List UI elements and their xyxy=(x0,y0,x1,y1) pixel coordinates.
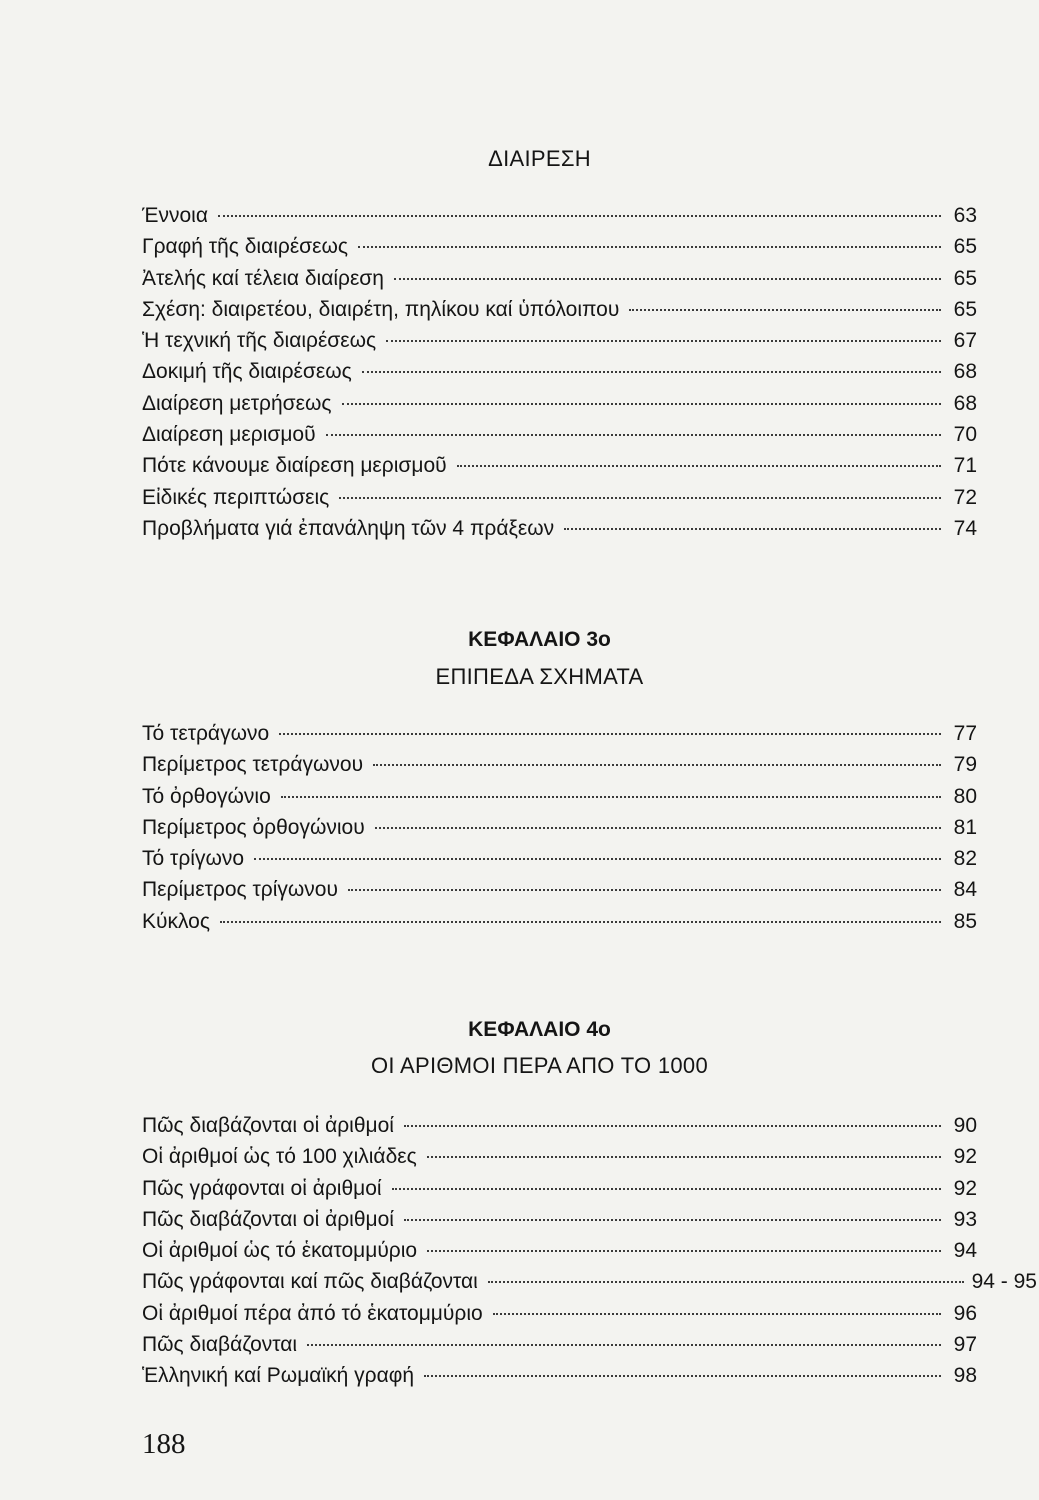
dot-leader xyxy=(427,1156,941,1158)
toc-entry-page: 98 xyxy=(953,1364,977,1388)
toc-entry xyxy=(142,847,977,878)
toc-entry-label: Τό τετράγωνο xyxy=(142,722,270,745)
toc-entry-label: Προβλήματα γιά ἐπανάληψη τῶν 4 πράξεων xyxy=(142,516,555,540)
toc-entry xyxy=(142,816,977,847)
toc-entry-label: Ἑλληνική καί Ρωμαϊκή γραφή xyxy=(142,1364,415,1388)
toc-entry-page: 94 xyxy=(953,1239,977,1263)
toc-entry-page: 77 xyxy=(953,722,977,745)
toc-entry xyxy=(142,298,977,329)
toc-entry-page: 79 xyxy=(953,753,977,777)
dot-leader xyxy=(220,921,941,923)
dot-leader xyxy=(427,1250,941,1252)
toc-entry xyxy=(142,1270,1037,1301)
dot-leader xyxy=(348,889,941,891)
toc-entry-page: 92 xyxy=(953,1145,977,1169)
toc-entry-page: 65 xyxy=(953,235,977,259)
section-title-numbers-beyond-1000: ΟΙ ΑΡΙΘΜΟΙ ΠΕΡΑ ΑΠΟ ΤΟ 1000 xyxy=(370,1053,708,1078)
toc-entry xyxy=(142,329,977,360)
dot-leader xyxy=(392,1188,941,1190)
toc-entry xyxy=(142,360,977,391)
toc-entry-page: 68 xyxy=(953,391,977,415)
toc-entry xyxy=(142,267,977,298)
toc-entry-label: Κύκλος xyxy=(142,909,210,933)
toc-entry-page: 90 xyxy=(953,1114,977,1137)
toc-entry-page: 71 xyxy=(953,454,977,478)
dot-leader xyxy=(424,1375,941,1377)
dot-leader xyxy=(488,1281,964,1283)
toc-entry-page: 80 xyxy=(953,784,977,808)
toc-entry-page: 82 xyxy=(953,847,977,871)
section-title-division: ΔΙΑΙΡΕΣΗ xyxy=(488,146,591,171)
dot-leader xyxy=(564,528,941,530)
toc-entry xyxy=(142,1302,977,1333)
toc-entry-label: Δοκιμή τῆς διαιρέσεως xyxy=(142,360,352,384)
toc-entry xyxy=(142,1239,977,1270)
toc-entry xyxy=(142,392,977,423)
toc-entry-label: Πῶς διαβάζονται οἱ ἀριθμοί xyxy=(142,1207,394,1231)
dot-leader xyxy=(457,465,941,467)
toc-list-division xyxy=(142,204,977,548)
toc-entry-page: 72 xyxy=(953,485,977,509)
toc-entry-label: Πῶς γράφονται καί πῶς διαβάζονται xyxy=(142,1270,478,1294)
toc-entry-label: Πότε κάνουμε διαίρεση μερισμοῦ xyxy=(142,454,447,478)
toc-entry-label: Περίμετρος τετράγωνου xyxy=(142,753,364,777)
toc-entry xyxy=(142,486,977,517)
dot-leader xyxy=(358,246,941,248)
toc-entry xyxy=(142,722,977,753)
dot-leader xyxy=(394,278,941,280)
dot-leader xyxy=(281,796,941,798)
toc-entry-page: 70 xyxy=(953,423,977,447)
toc-list-plane-shapes xyxy=(142,722,977,941)
dot-leader xyxy=(307,1344,941,1346)
toc-entry-label: Τό τρίγωνο xyxy=(142,847,245,871)
toc-entry xyxy=(142,517,977,548)
toc-entry xyxy=(142,1208,977,1239)
toc-entry xyxy=(142,753,977,784)
toc-entry-label: Πῶς διαβάζονται xyxy=(142,1333,298,1357)
toc-entry-page: 84 xyxy=(953,878,977,902)
section-title-plane-shapes: ΕΠΙΠΕΔΑ ΣΧΗΜΑΤΑ xyxy=(435,664,644,689)
toc-entry-page: 68 xyxy=(953,360,977,384)
toc-entry-page: 93 xyxy=(953,1207,977,1231)
toc-entry xyxy=(142,204,977,235)
toc-entry-label: Ἡ τεχνική τῆς διαιρέσεως xyxy=(142,329,377,353)
toc-entry xyxy=(142,878,977,909)
dot-leader xyxy=(404,1219,941,1221)
dot-leader xyxy=(279,733,941,735)
toc-entry-page: 74 xyxy=(953,516,977,540)
dot-leader xyxy=(342,403,941,405)
toc-entry-page: 67 xyxy=(953,329,977,353)
toc-entry-label: Σχέση: διαιρετέου, διαιρέτη, πηλίκου καί ὑπόλοιπου xyxy=(142,297,620,321)
toc-entry-page: 63 xyxy=(953,204,977,227)
chapter-label-3: ΚΕΦΑΛΑΙΟ 3ο xyxy=(468,628,611,651)
dot-leader xyxy=(386,340,941,342)
toc-entry xyxy=(142,910,977,941)
dot-leader xyxy=(493,1313,941,1315)
toc-entry-label: Διαίρεση μερισμοῦ xyxy=(142,423,316,447)
toc-entry xyxy=(142,423,977,454)
page-number: 188 xyxy=(142,1428,186,1460)
toc-entry-label: Πῶς γράφονται οἱ ἀριθμοί xyxy=(142,1176,382,1200)
dot-leader xyxy=(629,309,941,311)
toc-list-numbers xyxy=(142,1114,1037,1396)
toc-entry xyxy=(142,1114,977,1145)
toc-entry xyxy=(142,235,977,266)
toc-entry-page: 94 - 95 xyxy=(971,1270,1037,1294)
toc-entry-page: 81 xyxy=(953,815,977,839)
dot-leader xyxy=(375,827,941,829)
toc-entry xyxy=(142,785,977,816)
toc-entry-label: Τό ὀρθογώνιο xyxy=(142,784,271,808)
toc-entry xyxy=(142,454,977,485)
toc-entry-label: Ἀτελής καί τέλεια διαίρεση xyxy=(142,266,384,290)
toc-entry-label: Έννοια xyxy=(142,204,208,227)
toc-entry-label: Γραφή τῆς διαιρέσεως xyxy=(142,235,349,259)
dot-leader xyxy=(373,764,941,766)
toc-entry-label: Εἰδικές περιπτώσεις xyxy=(142,485,330,509)
chapter-label-4: ΚΕΦΑΛΑΙΟ 4ο xyxy=(468,1018,611,1041)
toc-entry-page: 96 xyxy=(953,1301,977,1325)
toc-entry-label: Πῶς διαβάζονται οἱ ἀριθμοί xyxy=(142,1114,394,1137)
toc-entry-label: Περίμετρος τρίγωνου xyxy=(142,878,338,902)
toc-entry-label: Οἱ ἀριθμοί ὡς τό 100 χιλιάδες xyxy=(142,1145,417,1169)
dot-leader xyxy=(218,215,941,217)
toc-entry-label: Περίμετρος ὀρθογώνιου xyxy=(142,815,365,839)
dot-leader xyxy=(339,497,941,499)
toc-entry xyxy=(142,1177,977,1208)
toc-entry-label: Οἱ ἀριθμοί πέρα ἀπό τό ἑκατομμύριο xyxy=(142,1301,483,1325)
toc-entry-page: 92 xyxy=(953,1176,977,1200)
toc-entry-label: Οἱ ἀριθμοί ὡς τό ἑκατομμύριο xyxy=(142,1239,418,1263)
toc-entry-page: 97 xyxy=(953,1333,977,1357)
toc-entry-page: 65 xyxy=(953,297,977,321)
dot-leader xyxy=(326,434,941,436)
toc-entry-label: Διαίρεση μετρήσεως xyxy=(142,391,332,415)
dot-leader xyxy=(404,1125,941,1127)
toc-entry-page: 85 xyxy=(953,909,977,933)
toc-entry xyxy=(142,1333,977,1364)
toc-entry xyxy=(142,1145,977,1176)
toc-entry-page: 65 xyxy=(953,266,977,290)
dot-leader xyxy=(362,371,941,373)
toc-entry xyxy=(142,1364,977,1395)
dot-leader xyxy=(254,858,941,860)
